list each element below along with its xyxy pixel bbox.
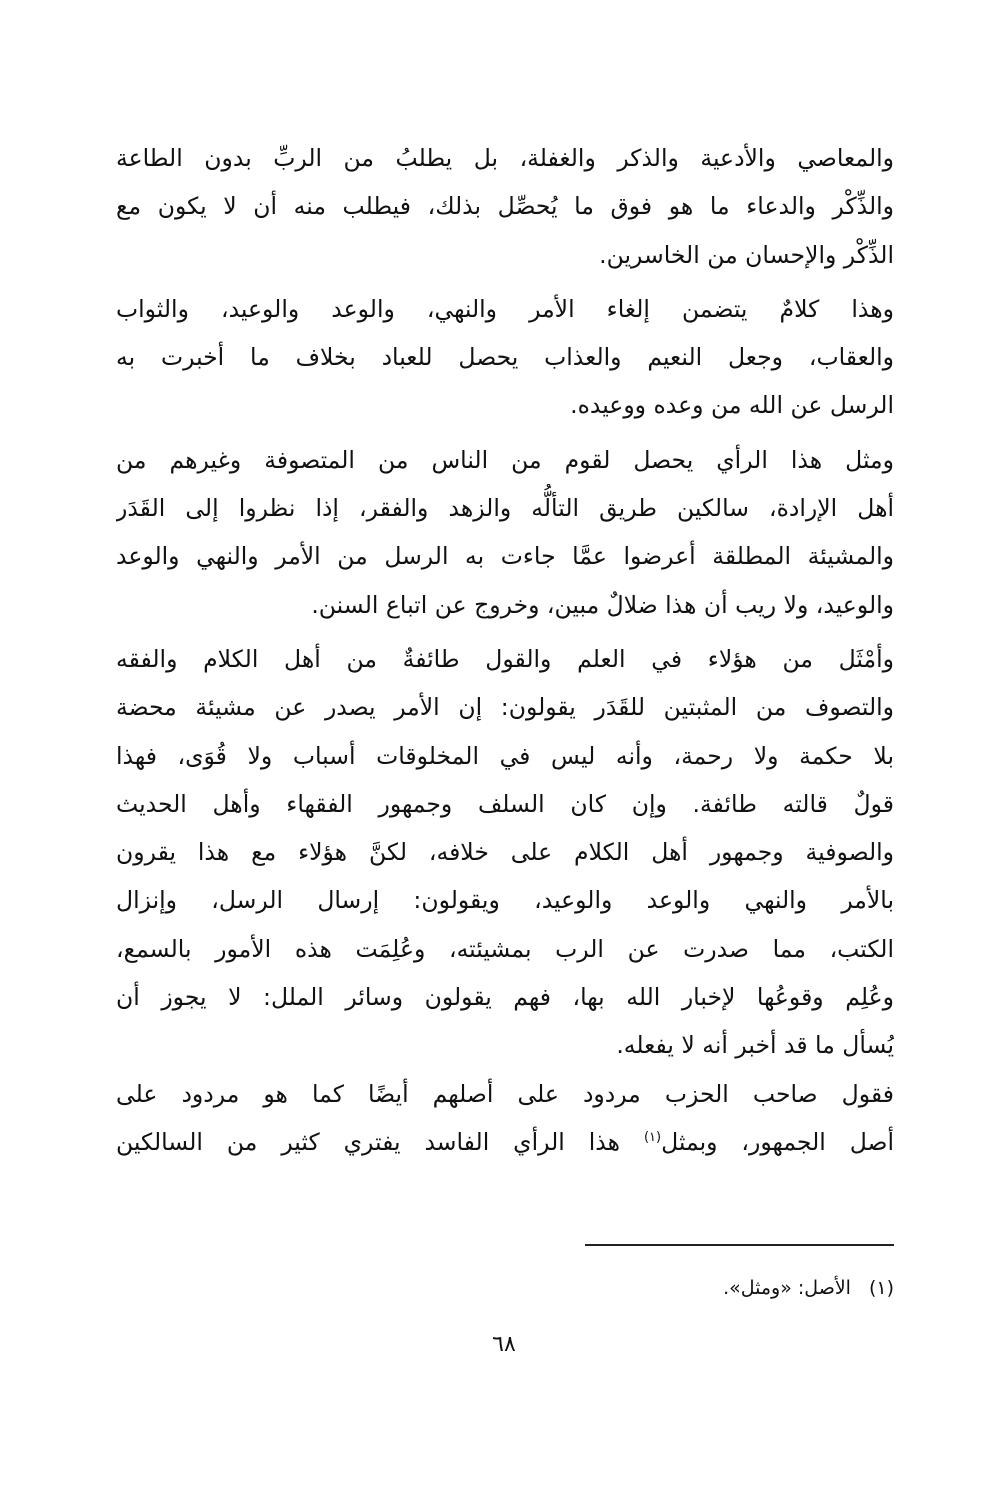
text-line: وعُلِم وقوعُها لإخبار الله بها، فهم يقولون وسائر الملل: لا يجوز أن	[116, 983, 894, 1012]
paragraph-1	[116, 134, 894, 279]
text-line: وأمْثَل من هؤلاء في العلم والقول طائفةٌ من أهل الكلام والفقه	[116, 644, 894, 673]
paragraph-3	[116, 436, 894, 629]
text-line: والمشيئة المطلقة أعرضوا عمَّا جاءت به الرسل من الأمر والنهي والوعد	[116, 542, 894, 571]
text-line: الذِّكْر والإحسان من الخاسرين.	[599, 240, 894, 269]
text-line: يُسأل ما قد أخبر أنه لا يفعله.	[616, 1031, 894, 1060]
footnote-text: الأصل: «ومثل».	[723, 1277, 851, 1299]
paragraph-5	[116, 1070, 894, 1167]
paragraph-2	[116, 285, 894, 430]
text-line: والمعاصي والأدعية والذكر والغفلة، بل يطلبُ من الربِّ بدون الطاعة	[116, 144, 894, 172]
text-line: ومثل هذا الرأي يحصل لقوم من الناس من المتصوفة وغيرهم من	[116, 445, 894, 474]
text-segment: هذا الرأي الفاسد يفتري كثير من السالكين	[116, 1127, 620, 1156]
text-segment: أصل الجمهور، وبمثل	[661, 1127, 894, 1156]
text-line: والتصوف من المثبتين للقَدَر يقولون: إن الأمر يصدر عن مشيئة محضة	[116, 693, 894, 722]
text-line: والذِّكْر والدعاء ما هو فوق ما يُحصِّل بذلك، فيطلب منه أن لا يكون مع	[116, 192, 894, 221]
text-line: الكتب، مما صدرت عن الرب بمشيئته، وعُلِمَت هذه الأمور بالسمع،	[116, 934, 894, 963]
text-line: بلا حكمة ولا رحمة، وأنه ليس في المخلوقات أسباب ولا قُوَى، فهذا	[116, 741, 894, 770]
page-number: ٦٨	[492, 1332, 516, 1357]
main-text	[116, 134, 894, 1166]
text-line: بالأمر والنهي والوعد والوعيد، ويقولون: إرسال الرسل، وإنزال	[116, 886, 894, 915]
paragraph-4	[116, 635, 894, 1070]
text-line: والعقاب، وجعل النعيم والعذاب يحصل للعباد بخلاف ما أخبرت به	[116, 343, 894, 372]
text-line-with-footnote	[116, 1118, 894, 1166]
text-line: وهذا كلامٌ يتضمن إلغاء الأمر والنهي، والوعد والوعيد، والثواب	[116, 294, 894, 323]
footnote-divider	[585, 1244, 894, 1246]
text-line: والصوفية وجمهور أهل الكلام على خلافه، لكنَّ هؤلاء مع هذا يقرون	[116, 838, 894, 867]
text-line: الرسل عن الله من وعده ووعيده.	[570, 391, 894, 420]
footnote	[500, 1274, 894, 1302]
footnote-reference[interactable]: (١)	[643, 1130, 662, 1146]
text-line: والوعيد، ولا ريب أن هذا ضلالٌ مبين، وخروج عن اتباع السنن.	[311, 590, 894, 619]
footnote-number: (١)	[868, 1277, 894, 1299]
text-line: فقول صاحب الحزب مردود على أصلهم أيضًا كما هو مردود على	[116, 1079, 894, 1108]
text-line: قولٌ قالته طائفة. وإن كان السلف وجمهور الفقهاء وأهل الحديث	[116, 789, 894, 818]
text-line: أهل الإرادة، سالكين طريق التألُّه والزهد والفقر، إذا نظروا إلى القَدَر	[116, 494, 894, 523]
